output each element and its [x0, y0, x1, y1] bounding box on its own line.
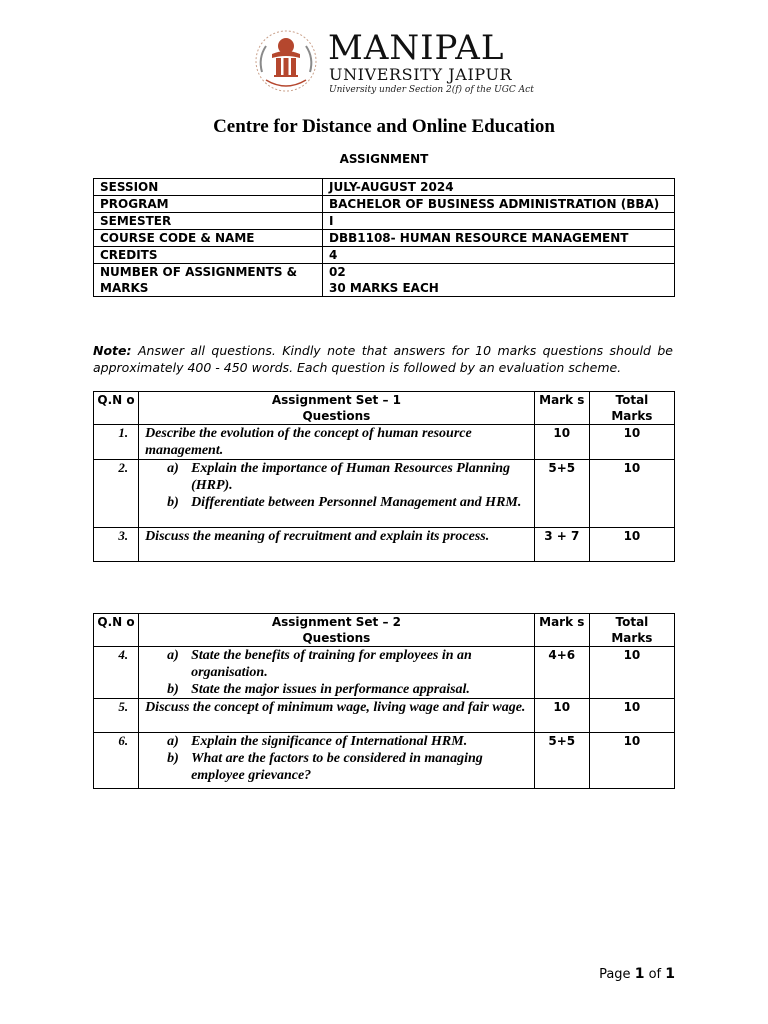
question-number: 5.: [118, 699, 129, 714]
list-marker: b): [167, 751, 179, 766]
marks-value: 4+6: [534, 647, 589, 699]
sub-question-text: Explain the significance of International HRM.: [191, 734, 468, 749]
list-marker: b): [167, 495, 179, 510]
table-row: [94, 647, 675, 699]
total-label: Total: [615, 393, 649, 407]
marks-label: Marks: [611, 631, 653, 645]
info-value: 4: [323, 247, 675, 264]
info-key: SEMESTER: [94, 213, 323, 230]
total-value: 10: [589, 647, 674, 699]
table-row: [94, 264, 675, 297]
table-row: [94, 528, 675, 562]
set-title: Assignment Set – 1: [271, 393, 401, 407]
university-emblem-icon: [248, 28, 324, 94]
info-key: NUMBER OF ASSIGNMENTS & MARKS: [94, 264, 323, 297]
table-header-row: [94, 392, 675, 425]
sub-question-text: What are the factors to be considered in managing employee grievance?: [191, 751, 483, 783]
info-value: DBB1108- HUMAN RESOURCE MANAGEMENT: [323, 230, 675, 247]
sub-question-list: [139, 733, 534, 784]
university-name: MANIPAL: [328, 28, 505, 68]
sub-question-list: [139, 647, 534, 698]
col-marks-header: Mark s: [534, 614, 589, 647]
list-item: [145, 750, 528, 784]
current-page: 1: [634, 966, 645, 982]
total-pages: 1: [665, 966, 675, 982]
ugc-line: University under Section 2(f) of the UGC Act: [329, 85, 534, 95]
question-number: 6.: [118, 733, 129, 748]
sub-question-text: Differentiate between Personnel Management and HRM.: [191, 495, 522, 510]
marks-value: 10: [534, 699, 589, 733]
table-row: [94, 230, 675, 247]
total-value: 10: [589, 460, 674, 528]
note-label: Note:: [93, 343, 132, 358]
page-title: Centre for Distance and Online Education: [213, 116, 555, 137]
questions-label: Questions: [302, 409, 371, 423]
col-questions-header: [139, 392, 535, 425]
info-key: PROGRAM: [94, 196, 323, 213]
col-qno-header: Q.N o: [94, 614, 139, 647]
set-title: Assignment Set – 2: [271, 615, 401, 629]
of-word: of: [648, 967, 662, 982]
list-marker: a): [167, 648, 179, 663]
table-row: [94, 196, 675, 213]
list-marker: a): [167, 461, 179, 476]
sub-question-list: [139, 460, 534, 511]
info-table: [93, 178, 675, 297]
table-row: [94, 179, 675, 196]
info-value-line: 30 MARKS EACH: [329, 281, 439, 295]
info-key: CREDITS: [94, 247, 323, 264]
list-item: [145, 681, 528, 698]
question-text: Discuss the meaning of recruitment and explain its process.: [145, 529, 490, 544]
info-value: I: [323, 213, 675, 230]
info-value-line: 02: [329, 265, 346, 279]
total-value: 10: [589, 733, 674, 789]
assignment-set-2-table: [93, 613, 675, 789]
total-value: 10: [589, 425, 674, 460]
sub-question-text: Explain the importance of Human Resources Planning (HRP).: [191, 461, 510, 493]
table-row: [94, 425, 675, 460]
question-number: 4.: [118, 647, 129, 662]
question-text: Describe the evolution of the concept of human resource management.: [145, 426, 472, 458]
col-qno-header: Q.N o: [94, 392, 139, 425]
col-questions-header: [139, 614, 535, 647]
total-label: Total: [615, 615, 649, 629]
col-marks-header: Mark s: [534, 392, 589, 425]
sub-question-text: State the major issues in performance appraisal.: [191, 682, 470, 697]
marks-value: 5+5: [534, 460, 589, 528]
info-key: COURSE CODE & NAME: [94, 230, 323, 247]
university-subname: UNIVERSITY JAIPUR: [329, 65, 513, 84]
marks-value: 3 + 7: [534, 528, 589, 562]
note-paragraph: [93, 342, 673, 376]
university-logo: [248, 28, 534, 98]
table-row: [94, 460, 675, 528]
info-key: SESSION: [94, 179, 323, 196]
marks-value: 10: [534, 425, 589, 460]
note-text: Answer all questions. Kindly note that answers for 10 marks questions should be approximately 400 - 450 words. Each question is followed by an evaluation scheme.: [93, 343, 673, 375]
table-row: [94, 733, 675, 789]
info-value: JULY-AUGUST 2024: [323, 179, 675, 196]
list-marker: a): [167, 734, 179, 749]
total-value: 10: [589, 699, 674, 733]
page-word: Page: [599, 967, 631, 982]
list-marker: b): [167, 682, 179, 697]
questions-label: Questions: [302, 631, 371, 645]
table-row: [94, 247, 675, 264]
marks-value: 5+5: [534, 733, 589, 789]
col-total-header: [589, 614, 674, 647]
table-row: [94, 699, 675, 733]
info-value: BACHELOR OF BUSINESS ADMINISTRATION (BBA): [323, 196, 675, 213]
page-subtitle: ASSIGNMENT: [339, 152, 429, 166]
question-number: 1.: [118, 425, 129, 440]
question-number: 2.: [118, 460, 129, 475]
table-row: [94, 213, 675, 230]
list-item: [145, 647, 528, 681]
question-number: 3.: [118, 528, 129, 543]
list-item: [145, 460, 528, 494]
col-total-header: [589, 392, 674, 425]
info-value: [323, 264, 675, 297]
list-item: [145, 494, 528, 511]
total-value: 10: [589, 528, 674, 562]
question-text: Discuss the concept of minimum wage, living wage and fair wage.: [145, 700, 526, 715]
assignment-set-1-table: [93, 391, 675, 562]
sub-question-text: State the benefits of training for employees in an organisation.: [191, 648, 472, 680]
table-header-row: [94, 614, 675, 647]
list-item: [145, 733, 528, 750]
marks-label: Marks: [611, 409, 653, 423]
page-number: [599, 966, 675, 982]
